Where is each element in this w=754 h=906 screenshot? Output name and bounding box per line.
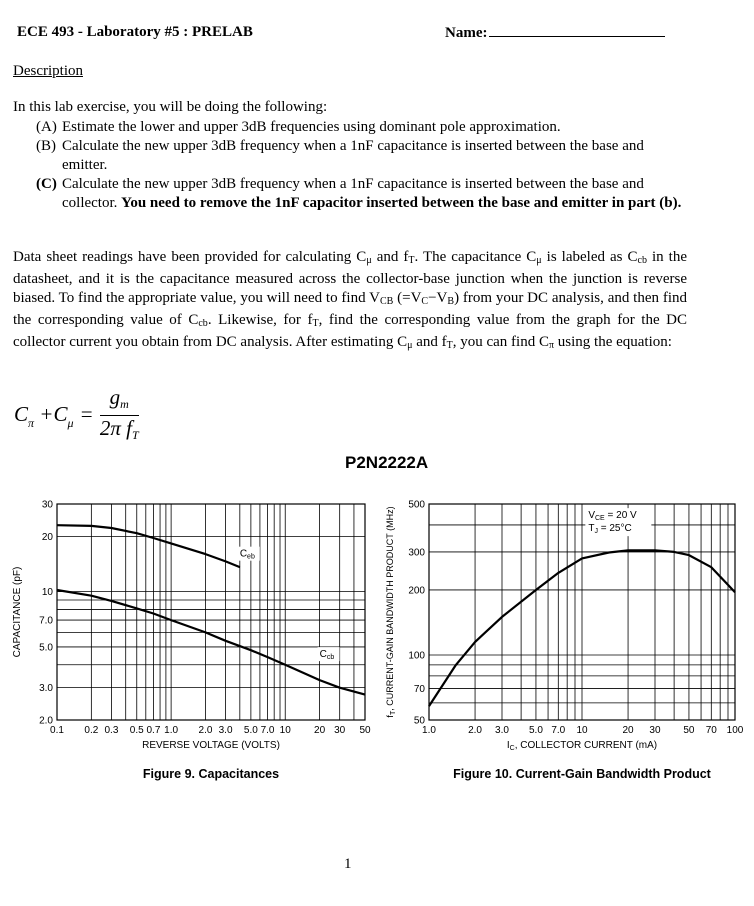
x-tick-label: 0.2 [84, 725, 99, 736]
x-tick-label: 30 [649, 725, 661, 736]
y-tick-label: 50 [413, 715, 425, 727]
figure-caption: Figure 10. Current-Gain Bandwidth Product [453, 767, 711, 781]
x-tick-label: 3.0 [218, 725, 233, 736]
x-tick-label: 5.0 [243, 725, 258, 736]
bandwidth-chart [375, 490, 754, 790]
x-tick-label: 1.0 [422, 725, 436, 736]
x-tick-label: 70 [705, 725, 717, 736]
y-axis-label: $f_T$, CURRENT-GAIN BANDWIDTH PRODUCT (MHz) [385, 506, 397, 718]
y-tick-label: 100 [408, 650, 425, 662]
eq-equals: = [80, 402, 93, 427]
y-tick-label: 30 [41, 499, 53, 511]
figure-title: P2N2222A [345, 453, 429, 472]
x-tick-label: 10 [279, 725, 291, 736]
x-tick-label: 5.0 [528, 725, 543, 736]
datasheet-paragraph: Data sheet readings have been provided for calculating $C_\mu$ and $f_T$. The capacitance $C_\mu$ is labeled as $C_{cb}$ in the datasheet, and it is the capacitance measured across the collector-base junction when the junction is reverse biased. To find the appropriate value, you will need to find $V_{CB}$ $(=V_C-V_B)$ from your DC analysis, and then find the corresponding value of $C_{cb}$. Likewise, for $f_T$, find the corresponding value from the graph for the DC collector current you obtain from DC analysis. After estimating $C_\mu$ and $f_T$, you can find $C_\pi$ using the equation: [13, 249, 688, 351]
name-label: Name: [445, 25, 488, 41]
y-tick-label: 2.0 [39, 715, 53, 727]
x-tick-label: 0.7 [146, 725, 161, 736]
x-tick-label: 50 [683, 725, 695, 736]
y-tick-label: 3.0 [39, 683, 53, 695]
x-tick-label: 0.1 [50, 725, 64, 736]
list-item-c [36, 175, 686, 212]
series-label-Ceb: $C_{eb}$ [239, 548, 255, 561]
annotation-vce: $V_{CE} = 20$ V [588, 510, 637, 523]
eq-lhs: $C_\pi +C_\mu$ [14, 402, 74, 431]
list-item-b [36, 137, 686, 174]
list-text-normal: Calculate the new upper 3dB frequency when a 1nF capacitance is inserted between the base and collector. [62, 176, 644, 211]
list-text: Calculate the new upper 3dB frequency when a 1nF capacitance is inserted between the base and emitter. [62, 138, 644, 173]
series-line-Ccb [57, 590, 365, 695]
x-axis-label: $I_C$, COLLECTOR CURRENT (mA) [506, 740, 658, 752]
list-text: Estimate the lower and upper 3dB frequencies using dominant pole approximation. [62, 119, 561, 135]
x-tick-label: 3.0 [495, 725, 509, 736]
x-tick-label: 50 [359, 725, 371, 736]
intro-text: In this lab exercise, you will be doing the following: [13, 99, 328, 115]
x-tick-label: 2.0 [468, 725, 483, 736]
page-number: 1 [344, 856, 352, 872]
y-tick-label: 300 [408, 547, 425, 559]
list-text [36, 175, 686, 212]
equation [14, 386, 139, 447]
y-tick-label: 5.0 [39, 642, 53, 654]
list-label: (A) [36, 119, 57, 135]
x-tick-label: 20 [622, 725, 634, 736]
x-tick-label: 30 [334, 725, 346, 736]
x-tick-label: 7.0 [260, 725, 275, 736]
y-tick-label: 200 [408, 585, 425, 597]
course-title: ECE 493 - Laboratory #5 : PRELAB [17, 24, 253, 40]
eq-denominator: 2π fT [99, 416, 139, 442]
list-item-a [36, 118, 686, 137]
y-tick-label: 7.0 [39, 615, 53, 627]
series-label-Ccb: $C_{cb}$ [319, 649, 335, 662]
x-tick-label: 7.0 [551, 725, 566, 736]
name-blank-line [489, 24, 665, 37]
y-tick-label: 20 [41, 531, 53, 543]
x-tick-label: 0.3 [104, 725, 119, 736]
x-tick-label: 20 [314, 725, 326, 736]
x-axis-label: REVERSE VOLTAGE (VOLTS) [142, 740, 280, 751]
list-label: (C) [36, 176, 57, 192]
annotation-tj: $T_J = 25^\circ C$ [588, 522, 632, 535]
x-tick-label: 100 [726, 725, 744, 736]
eq-numerator: gm [100, 386, 139, 416]
y-tick-label: 70 [413, 683, 425, 695]
capacitance-chart [0, 490, 375, 790]
description-heading: Description [13, 63, 83, 79]
eq-fraction [100, 386, 139, 447]
series-line-Ceb [57, 525, 240, 567]
x-tick-label: 0.5 [129, 725, 144, 736]
x-tick-label: 1.0 [164, 725, 179, 736]
y-axis-label: CAPACITANCE (pF) [12, 566, 23, 658]
name-field [445, 24, 665, 42]
list-label: (B) [36, 138, 56, 154]
x-tick-label: 10 [576, 725, 588, 736]
figure-caption: Figure 9. Capacitances [142, 767, 280, 781]
y-tick-label: 500 [408, 499, 425, 511]
y-tick-label: 10 [41, 587, 53, 599]
list-text-bold: You need to remove the 1nF capacitor inserted between the base and emitter in part (b). [121, 194, 682, 211]
x-tick-label: 2.0 [198, 725, 213, 736]
